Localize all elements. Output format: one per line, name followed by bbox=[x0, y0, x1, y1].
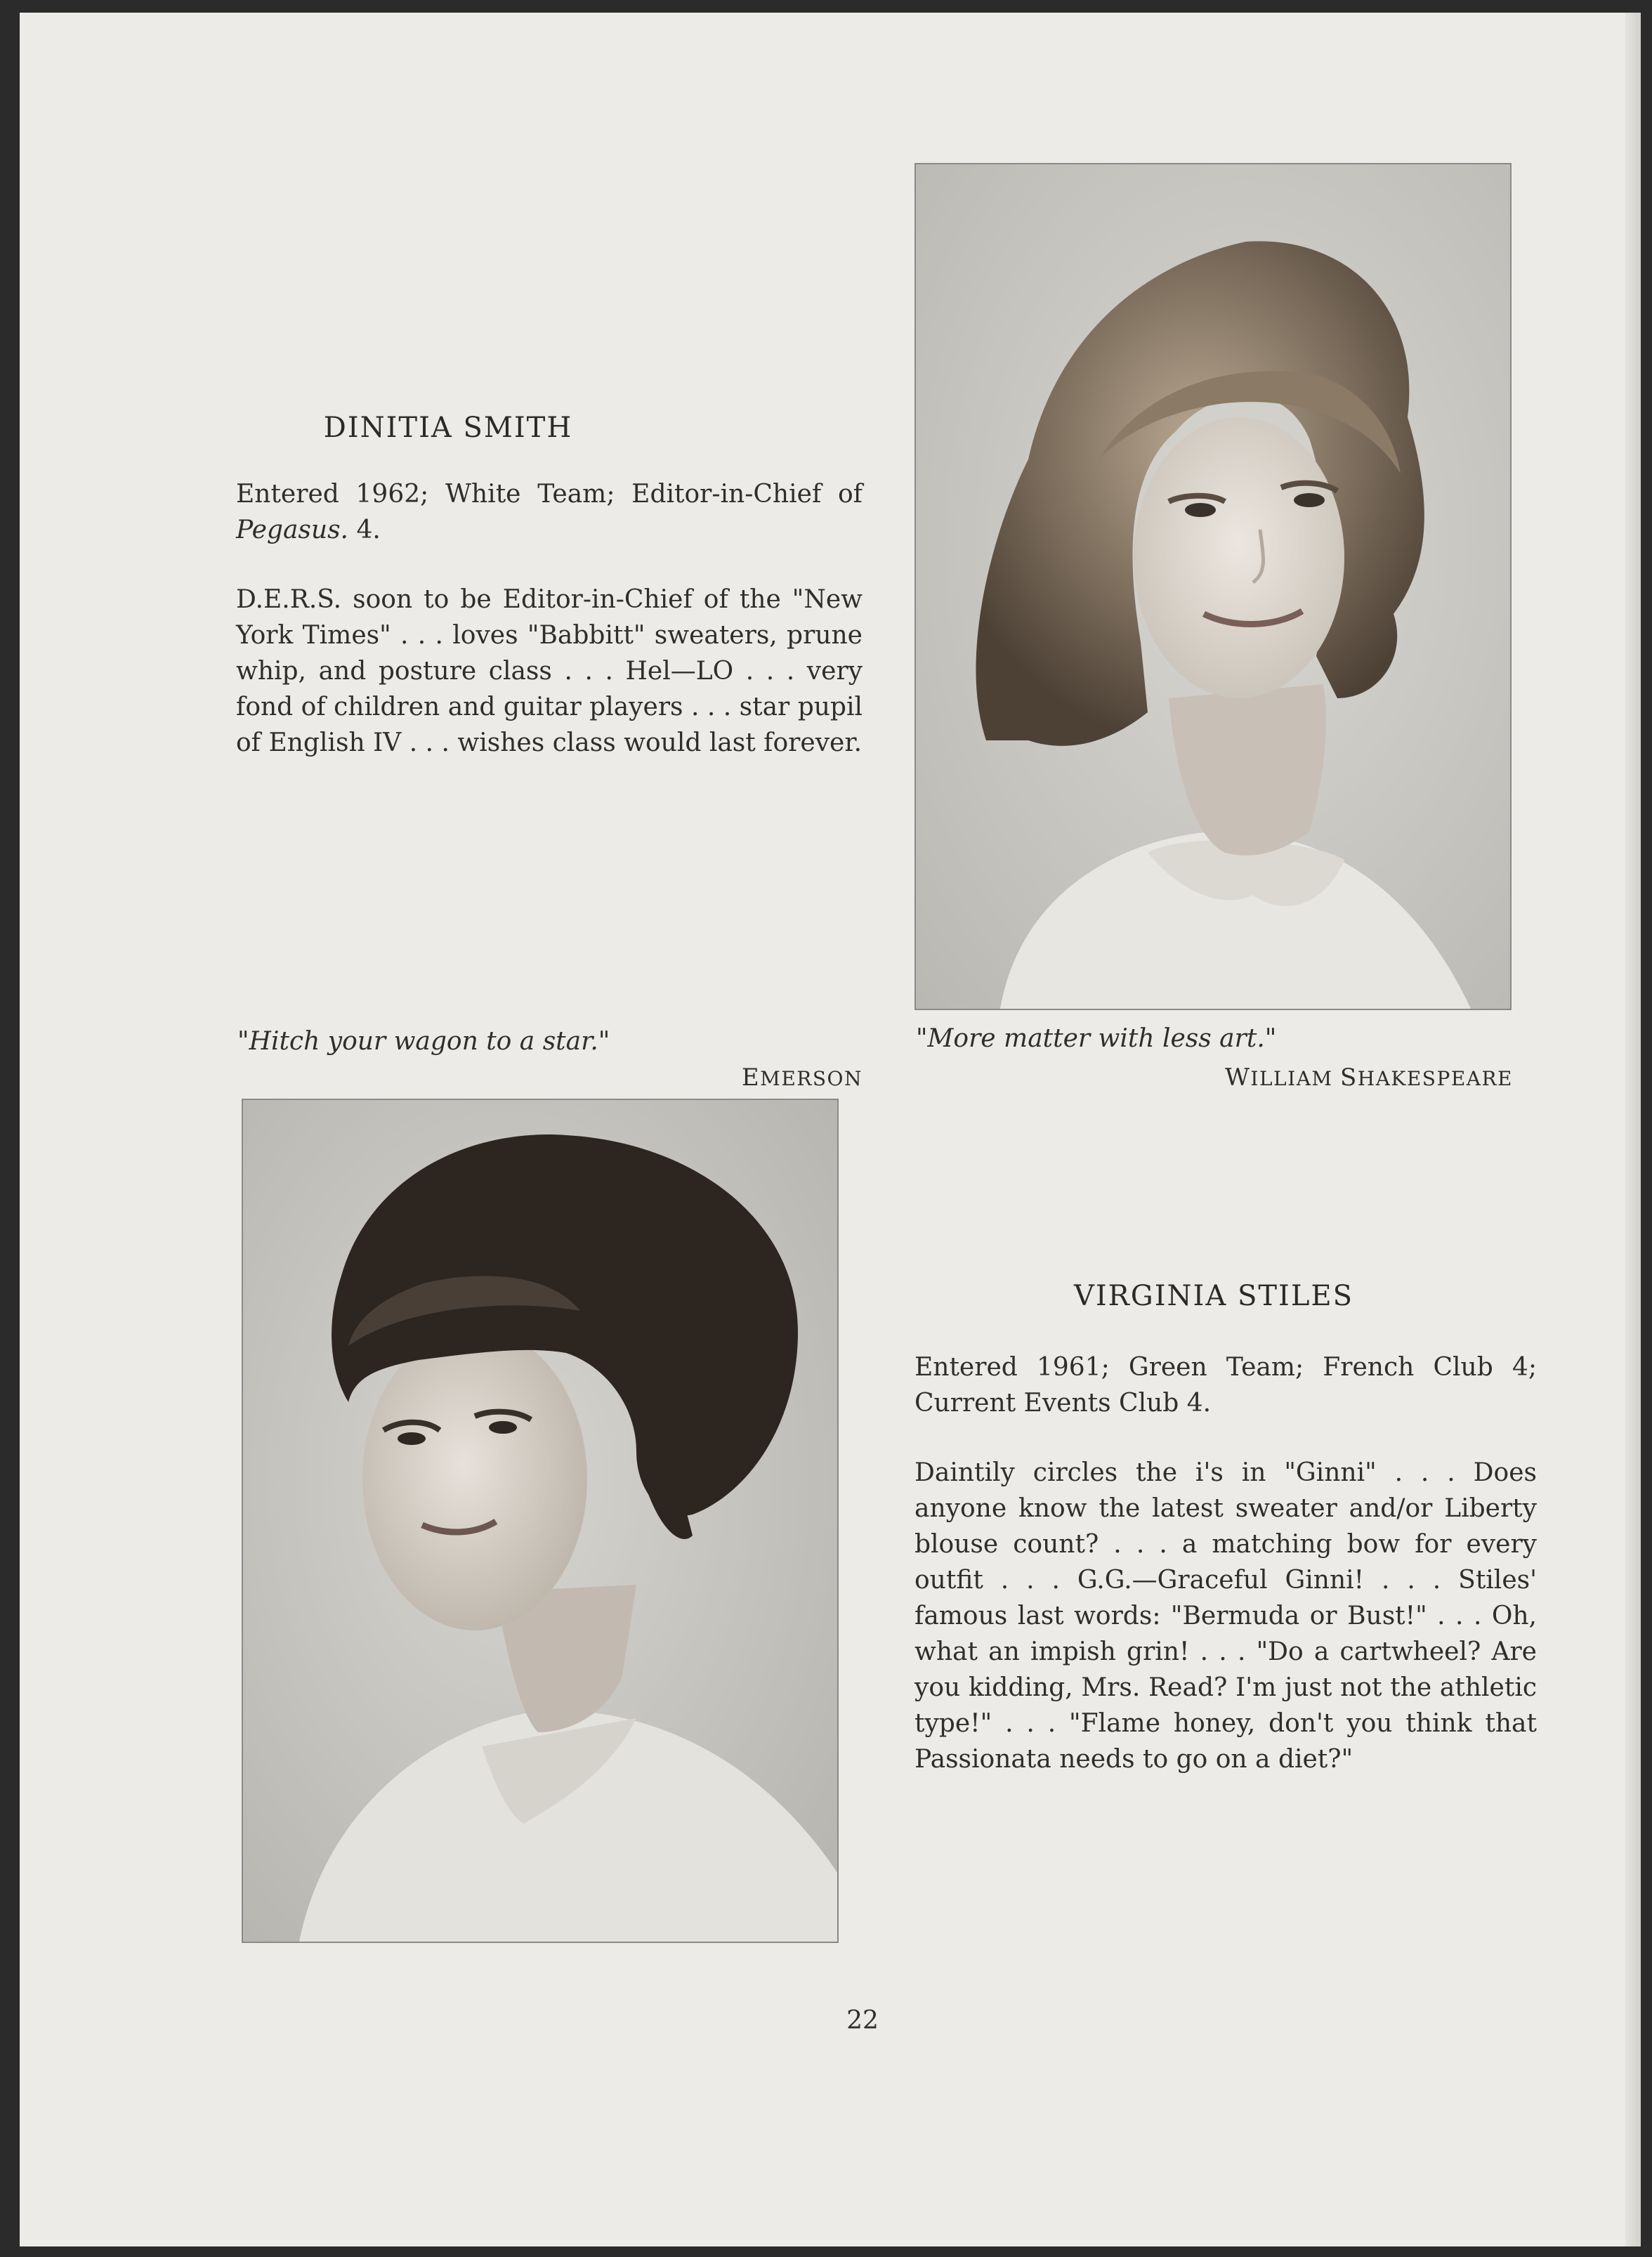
quote-author-virginia-stiles bbox=[1115, 1064, 1513, 1092]
entry-bio-virginia-stiles: Daintily circles the i's in "Ginni" . . . Does anyone know the latest sweater and/or Liberty blouse count? . . . a matching bow for every outfit . . . G.G.—Graceful Ginni! . . . Stiles' famous last words: "Bermuda or Bust!" . . . Oh, what an impish grin! . . . "Do a cartwheel? Are you kidding, Mrs. Read? I'm just not the athletic type!" . . . "Flame honey, don't you think that Passionata needs to go on a diet?" bbox=[914, 1458, 1537, 1774]
page-edge-shadow bbox=[1625, 13, 1641, 2246]
author-last-rest: HAKESPEARE bbox=[1357, 1067, 1513, 1090]
author-last-initial: S bbox=[1340, 1064, 1358, 1092]
portrait-image bbox=[916, 164, 1510, 1009]
page-number: 22 bbox=[846, 2006, 879, 2035]
portrait-photo-dinitia-smith bbox=[914, 163, 1512, 1010]
student-name-virginia-stiles: VIRGINIA STILES bbox=[1073, 1280, 1353, 1312]
quote-author-dinitia-smith bbox=[596, 1064, 863, 1092]
activities-tail: 4. bbox=[348, 516, 381, 544]
quote-dinitia-smith: "Hitch your wagon to a star." bbox=[237, 1027, 610, 1056]
author-rest: MERSON bbox=[760, 1067, 863, 1090]
portrait-image bbox=[243, 1100, 837, 1942]
entry-bio-dinitia-smith: D.E.R.S. soon to be Editor-in-Chief of the "New York Times" . . . loves "Babbitt" sweaters, prune whip, and posture class . . . Hel—LO . . . very fond of children and guitar players . . . star pupil of English IV . . . wishes class would last forever. bbox=[236, 585, 863, 757]
activities-text: Entered 1962; White Team; Editor-in-Chief of bbox=[236, 480, 863, 509]
portrait-photo-virginia-stiles bbox=[242, 1099, 839, 1943]
publication-title: Pegasus. bbox=[236, 516, 348, 544]
entry-activities-dinitia-smith bbox=[236, 476, 863, 548]
author-first-initial: W bbox=[1224, 1064, 1251, 1092]
quote-virginia-stiles: "More matter with less art." bbox=[916, 1024, 1277, 1053]
student-name-dinitia-smith: DINITIA SMITH bbox=[323, 412, 573, 444]
yearbook-page bbox=[20, 13, 1641, 2246]
entry-activities-virginia-stiles: Entered 1961; Green Team; French Club 4; Current Events Club 4. bbox=[914, 1353, 1537, 1418]
author-first-rest: ILLIAM bbox=[1250, 1067, 1340, 1090]
author-initial: E bbox=[741, 1064, 761, 1092]
